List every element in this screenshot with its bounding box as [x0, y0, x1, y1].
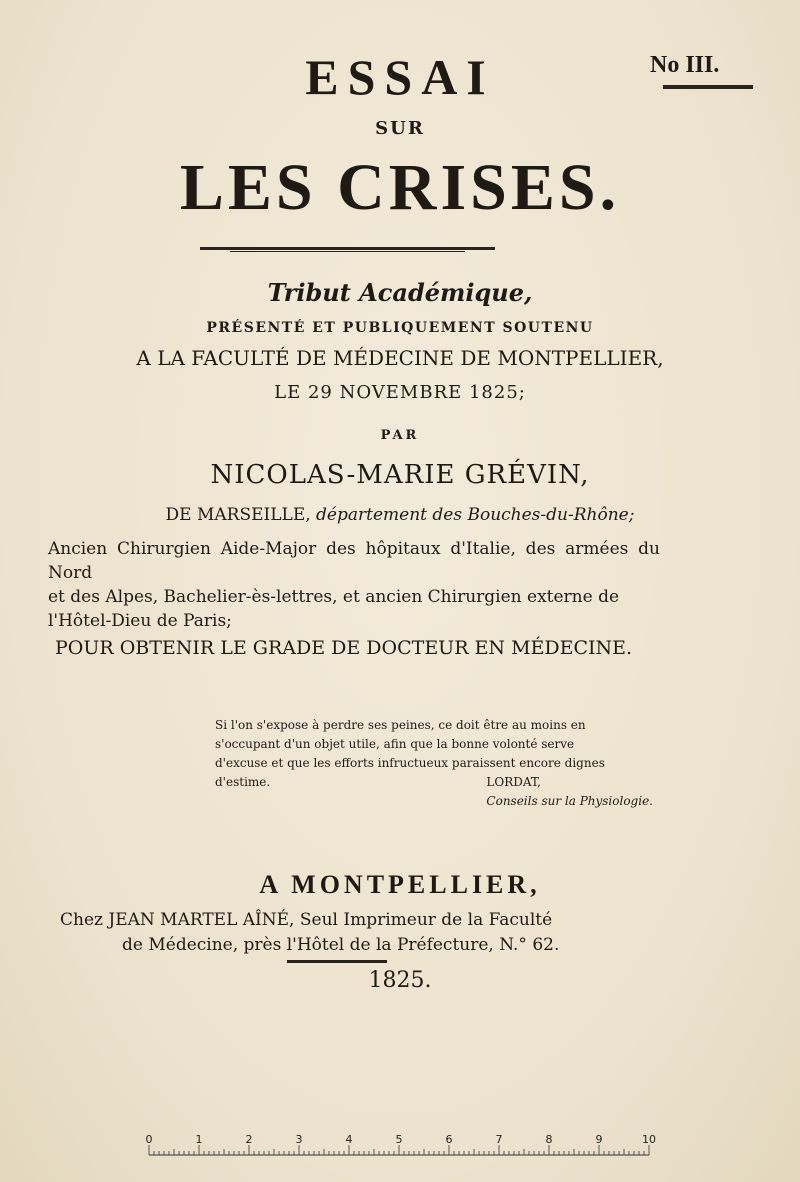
- tribut-line: Tribut Académique,: [267, 278, 533, 307]
- ruler-label: 9: [595, 1133, 603, 1146]
- epigraph-line: s'occupant d'un objet utile, afin que la bonne volonté serve: [215, 737, 575, 751]
- attribution-work: Conseils sur la Physiologie.: [486, 794, 653, 808]
- number-rule: [663, 85, 753, 89]
- ruler-label: 2: [245, 1133, 253, 1146]
- title-rule: [200, 247, 495, 250]
- number-label: No III.: [650, 52, 720, 78]
- ruler-label: 1: [195, 1133, 203, 1146]
- imprint-printer: [60, 908, 650, 958]
- imprint-city: A MONTPELLIER,: [259, 870, 541, 899]
- epigraph-line: d'excuse et que les efforts infructueux paraissent encore dignes: [215, 756, 605, 770]
- ruler-label: 10: [642, 1133, 656, 1146]
- epigraph: [215, 716, 653, 811]
- par-line: PAR: [380, 428, 420, 443]
- ruler-label: 6: [445, 1133, 453, 1146]
- ruler-label: 5: [395, 1133, 403, 1146]
- ruler-label: 8: [545, 1133, 553, 1146]
- epigraph-attribution: [486, 773, 653, 811]
- title-rule-thin: [230, 251, 465, 252]
- title-sur: SUR: [375, 118, 425, 139]
- imprint-rule: [287, 960, 387, 963]
- grade-line: POUR OBTENIR LE GRADE DE DOCTEUR EN MÉDECINE.: [55, 637, 633, 659]
- attribution-author: LORDAT,: [486, 775, 541, 789]
- author-name: NICOLAS-MARIE GRÉVIN,: [210, 460, 590, 490]
- imprint-line: de Médecine, près l'Hôtel de la Préfecture, N.° 62.: [122, 935, 560, 955]
- epigraph-line: Si l'on s'expose à perdre ses peines, ce doit être au moins en: [215, 718, 586, 732]
- ruler-label: 7: [495, 1133, 503, 1146]
- title-les-crises: LES CRISES.: [179, 151, 621, 224]
- ruler-label: 3: [295, 1133, 303, 1146]
- epigraph-last-line: [215, 773, 653, 811]
- faculty-line: A LA FACULTÉ DE MÉDECINE DE MONTPELLIER,: [136, 346, 664, 370]
- imprint-line: Chez JEAN MARTEL AÎNÉ, Seul Imprimeur de la Faculté: [60, 910, 553, 930]
- date-line: LE 29 NOVEMBRE 1825;: [274, 382, 526, 403]
- author-origin: [0, 505, 800, 525]
- scale-ruler: [145, 1133, 656, 1157]
- epigraph-end: d'estime.: [215, 775, 271, 789]
- credentials-line: et des Alpes, Bachelier-ès-lettres, et ancien Chirurgien externe de: [48, 587, 620, 607]
- origin-prefix: DE MARSEILLE,: [165, 505, 311, 525]
- credentials-line: l'Hôtel-Dieu de Paris;: [48, 611, 232, 631]
- presented-line: PRÉSENTÉ ET PUBLIQUEMENT SOUTENU: [206, 320, 594, 336]
- ruler-label: 0: [145, 1133, 153, 1146]
- ruler-label: 4: [345, 1133, 353, 1146]
- author-credentials: [48, 537, 660, 633]
- publication-year: 1825.: [368, 968, 432, 993]
- origin-department: département des Bouches-du-Rhône;: [316, 505, 635, 525]
- title-essai: ESSAI: [305, 49, 495, 105]
- credentials-line: Ancien Chirurgien Aide-Major des hôpitaux d'Italie, des armées du Nord: [48, 539, 660, 583]
